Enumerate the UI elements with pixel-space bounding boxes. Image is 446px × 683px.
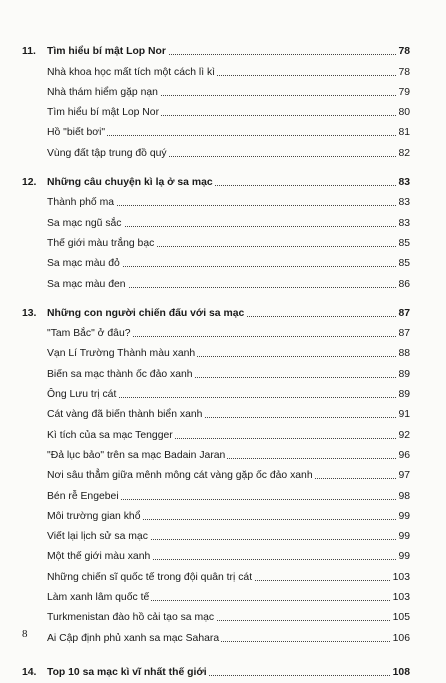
toc-entry[interactable] [0, 466, 446, 486]
entry-title: Cát vàng đã biến thành biển xanh [47, 409, 203, 421]
table-of-contents [0, 42, 446, 683]
page-ref: 78 [398, 46, 410, 58]
toc-entry[interactable] [0, 608, 446, 628]
page-ref: 91 [398, 409, 410, 421]
toc-entry[interactable] [0, 254, 446, 274]
page-ref: 99 [398, 531, 410, 543]
toc-entry[interactable] [0, 385, 446, 405]
page-ref: 99 [398, 510, 410, 522]
entry-title: Nhà thám hiểm gặp nạn [47, 86, 158, 98]
toc-entry[interactable] [0, 446, 446, 466]
entry-title: Tìm hiểu bí mật Lop Nor [47, 107, 160, 119]
page-ref: 83 [398, 177, 410, 189]
chapter-title: Top 10 sa mạc kì vĩ nhất thế giới [47, 666, 207, 678]
page-ref: 86 [398, 278, 410, 290]
page-ref: 103 [392, 571, 410, 583]
chapter-row[interactable] [0, 173, 446, 193]
page-ref: 99 [398, 551, 410, 563]
toc-entry[interactable] [0, 547, 446, 567]
toc-entry[interactable] [0, 324, 446, 344]
page-ref: 88 [398, 348, 410, 360]
entry-title: Hồ "biết bơi" [47, 127, 106, 139]
page-ref: 87 [398, 307, 410, 319]
toc-entry[interactable] [0, 567, 446, 587]
entry-title: "Đả lục bảo" trên sa mạc Badain Jaran [47, 449, 226, 461]
toc-entry[interactable] [0, 143, 446, 163]
toc-entry[interactable] [0, 527, 446, 547]
page-ref: 89 [398, 389, 410, 401]
page-ref: 83 [398, 197, 410, 209]
chapter-row[interactable] [0, 663, 446, 683]
page-ref: 106 [392, 632, 410, 644]
entry-title: Turkmenistan đào hồ cải tạo sa mạc [47, 612, 215, 624]
page-ref: 78 [398, 66, 410, 78]
entry-title: Biến sa mạc thành ốc đảo xanh [47, 368, 193, 380]
entry-title: Bén rễ Engebei [47, 490, 119, 502]
entry-title: Những chiến sĩ quốc tế trong đội quân trị cát [47, 571, 253, 583]
entry-title: Vạn Lí Trường Thành màu xanh [47, 348, 196, 360]
chapter-title: Tìm hiểu bí mật Lop Nor [47, 46, 166, 58]
toc-entry[interactable] [0, 213, 446, 233]
chapter-number: 13. [22, 307, 37, 319]
entry-title: "Tam Bắc" ở đâu? [47, 328, 131, 340]
toc-entry[interactable] [0, 193, 446, 213]
toc-entry[interactable] [0, 274, 446, 294]
toc-entry[interactable] [0, 364, 446, 384]
page-ref: 87 [398, 328, 410, 340]
page-number: 8 [22, 628, 28, 640]
toc-entry[interactable] [0, 425, 446, 445]
entry-title: Sa mạc ngũ sắc [47, 217, 122, 229]
entry-title: Nhà khoa học mất tích một cách lì kì [47, 66, 216, 78]
chapter-row[interactable] [0, 42, 446, 62]
page-ref: 89 [398, 368, 410, 380]
page-ref: 97 [398, 470, 410, 482]
toc-entry[interactable] [0, 405, 446, 425]
page-ref: 98 [398, 490, 410, 502]
toc-entry[interactable] [0, 486, 446, 506]
toc-entry[interactable] [0, 62, 446, 82]
page-ref: 108 [392, 666, 410, 678]
toc-entry[interactable] [0, 507, 446, 527]
chapter-title: Những con người chiến đấu với sa mạc [47, 307, 245, 319]
chapter-number: 11. [22, 46, 36, 58]
entry-title: Ông Lưu trị cát [47, 389, 117, 401]
toc-entry[interactable] [0, 103, 446, 123]
page-ref: 96 [398, 449, 410, 461]
page-ref: 85 [398, 237, 410, 249]
entry-title: Sa mạc màu đỏ [47, 258, 120, 270]
entry-title: Viết lại lịch sử sa mạc [47, 531, 148, 543]
toc-entry[interactable] [0, 83, 446, 103]
entry-title: Làm xanh lâm quốc tế [47, 592, 150, 604]
page-ref: 83 [398, 217, 410, 229]
page-ref: 79 [398, 86, 410, 98]
page-ref: 80 [398, 107, 410, 119]
toc-entry[interactable] [0, 123, 446, 143]
entry-title: Thế giới màu trắng bạc [47, 237, 155, 249]
toc-entry[interactable] [0, 344, 446, 364]
page-ref: 81 [398, 127, 410, 139]
entry-title: Kì tích của sa mạc Tengger [47, 429, 173, 441]
page-ref: 85 [398, 258, 410, 270]
entry-title: Thành phố ma [47, 197, 115, 209]
page-ref: 92 [398, 429, 410, 441]
toc-entry[interactable] [0, 234, 446, 254]
toc-entry[interactable] [0, 628, 446, 648]
entry-title: Vùng đất tập trung đồ quý [47, 147, 167, 159]
chapter-title: Những câu chuyện kì lạ ở sa mạc [47, 177, 213, 189]
entry-title: Môi trường gian khổ [47, 510, 141, 522]
chapter-number: 14. [22, 666, 37, 678]
entry-title: Sa mạc màu đen [47, 278, 126, 290]
toc-entry[interactable] [0, 588, 446, 608]
page-ref: 105 [392, 612, 410, 624]
chapter-row[interactable] [0, 304, 446, 324]
entry-title: Ai Cập định phủ xanh sa mạc Sahara [47, 632, 220, 644]
entry-title: Nơi sâu thẳm giữa mênh mông cát vàng gặp ốc đảo xanh [47, 470, 313, 482]
page-ref: 103 [392, 592, 410, 604]
page-ref: 82 [398, 147, 410, 159]
entry-title: Một thế giới màu xanh [47, 551, 151, 563]
chapter-number: 12. [22, 177, 37, 189]
